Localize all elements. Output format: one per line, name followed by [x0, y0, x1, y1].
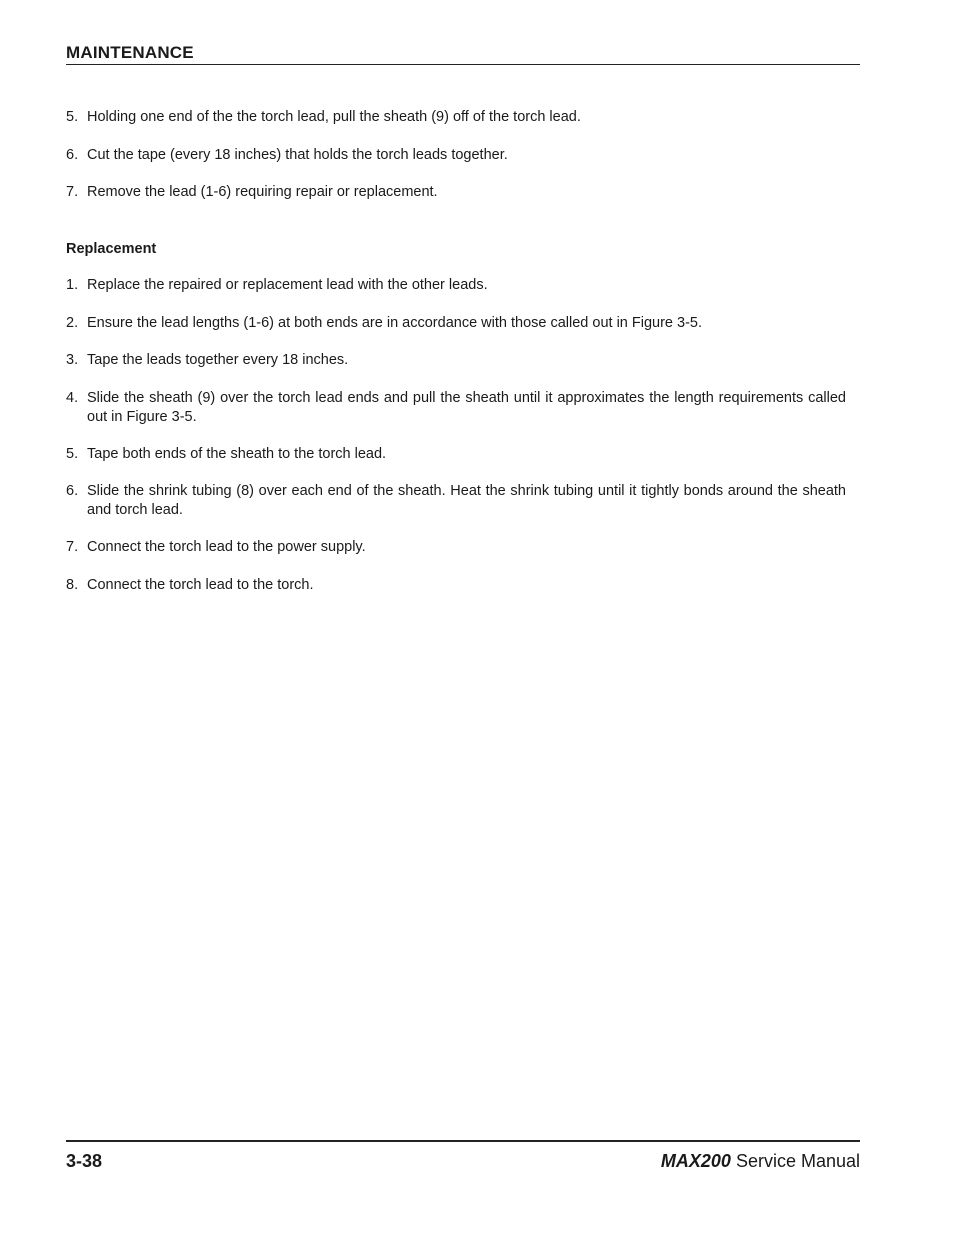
step-text: Slide the sheath (9) over the torch lead ends and pull the sheath until it approximates the length requirements called out in Figure 3-5.	[87, 390, 846, 425]
replacement-step	[66, 389, 846, 426]
step-text: Cut the tape (every 18 inches) that holds the torch leads together.	[87, 147, 508, 163]
page-number: 3-38	[66, 1151, 103, 1171]
step-text: Tape both ends of the sheath to the torch lead.	[87, 446, 387, 462]
replacement-heading: Replacement	[66, 241, 157, 257]
removal-step	[66, 108, 846, 127]
step-number: 7.	[66, 539, 79, 555]
step-number: 4.	[66, 390, 79, 406]
step-number: 8.	[66, 577, 79, 593]
replacement-step	[66, 538, 846, 557]
page-header	[66, 42, 860, 65]
replacement-step	[66, 482, 846, 519]
step-text: Connect the torch lead to the torch.	[87, 577, 314, 593]
step-text: Remove the lead (1-6) requiring repair or replacement.	[87, 184, 438, 200]
replacement-step	[66, 351, 846, 370]
step-number: 2.	[66, 315, 79, 331]
removal-step	[66, 183, 846, 202]
replacement-step	[66, 314, 846, 333]
step-text: Ensure the lead lengths (1-6) at both ends are in accordance with those called out in Figure 3-5.	[87, 315, 703, 331]
step-number: 3.	[66, 352, 79, 368]
page-footer	[66, 1140, 860, 1178]
removal-step	[66, 146, 846, 165]
replacement-step	[66, 276, 846, 295]
step-text: Tape the leads together every 18 inches.	[87, 352, 349, 368]
step-text: Slide the shrink tubing (8) over each end of the sheath. Heat the shrink tubing until it tightly bonds around the sheath and torch lead.	[87, 483, 846, 518]
step-number: 7.	[66, 184, 79, 200]
step-number: 6.	[66, 147, 79, 163]
replacement-step	[66, 576, 846, 595]
step-text: Replace the repaired or replacement lead with the other leads.	[87, 277, 488, 293]
step-number: 5.	[66, 446, 79, 462]
step-text: Holding one end of the the torch lead, pull the sheath (9) off of the torch lead.	[87, 109, 581, 125]
step-text: Connect the torch lead to the power supply.	[87, 539, 366, 555]
replacement-step	[66, 445, 846, 464]
step-number: 1.	[66, 277, 79, 293]
product-name: MAX200	[660, 1151, 731, 1171]
step-number: 5.	[66, 109, 79, 125]
step-number: 6.	[66, 483, 79, 499]
section-title: MAINTENANCE	[66, 43, 194, 62]
manual-label: Service Manual	[735, 1151, 860, 1171]
manual-title	[661, 1151, 860, 1172]
